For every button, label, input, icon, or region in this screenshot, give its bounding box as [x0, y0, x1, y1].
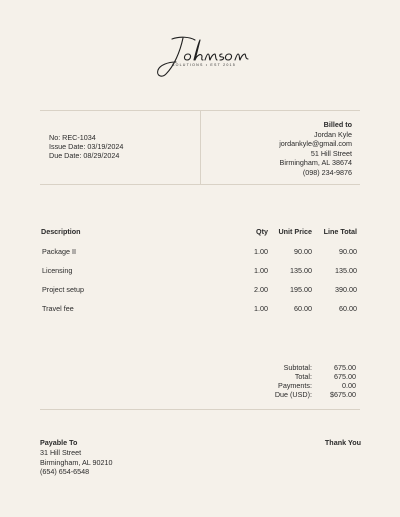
table-row	[40, 283, 360, 302]
signature-logo-icon	[150, 32, 250, 82]
item-description: Travel fee	[42, 304, 74, 313]
subtotal-value: 675.00	[334, 363, 356, 372]
item-qty: 1.00	[254, 304, 268, 313]
item-line-total: 390.00	[335, 285, 357, 294]
item-qty: 2.00	[254, 285, 268, 294]
total-value: 675.00	[334, 372, 356, 381]
payments-label: Payments:	[278, 381, 312, 390]
item-description: Licensing	[42, 266, 73, 275]
due-value: $675.00	[330, 390, 356, 399]
total-label: Total:	[294, 372, 312, 381]
table-row	[40, 264, 360, 283]
divider-footer	[40, 409, 360, 410]
thank-you-note: Thank You	[324, 438, 361, 447]
billed-to-heading: Billed to	[323, 120, 352, 129]
header-unit-price: Unit Price	[278, 227, 312, 236]
item-qty: 1.00	[254, 266, 268, 275]
header-line-total: Line Total	[323, 227, 357, 236]
header-qty: Qty	[256, 227, 268, 236]
item-description: Project setup	[42, 285, 84, 294]
billed-to-phone: (098) 234-9876	[302, 167, 352, 177]
totals-row-payments	[0, 381, 400, 390]
subtotal-label: Subtotal:	[283, 363, 312, 372]
divider-vertical	[200, 110, 201, 184]
item-line-total: 90.00	[339, 247, 357, 256]
item-qty: 1.00	[254, 247, 268, 256]
item-unit-price: 195.00	[290, 285, 312, 294]
divider-header-bottom	[40, 184, 360, 185]
item-unit-price: 135.00	[290, 266, 312, 275]
invoice-meta	[49, 133, 123, 161]
table-header-row	[40, 226, 360, 245]
item-line-total: 60.00	[339, 304, 357, 313]
table-row	[40, 245, 360, 264]
item-unit-price: 90.00	[294, 247, 312, 256]
totals-row-subtotal	[0, 363, 400, 372]
billed-to-city: Birmingham, AL 38674	[279, 158, 352, 168]
item-unit-price: 60.00	[294, 304, 312, 313]
header-description: Description	[41, 227, 81, 236]
due-label: Due (USD):	[274, 390, 312, 399]
brand-tagline: SOLUTIONS • EST 2015	[172, 63, 236, 67]
item-line-total: 135.00	[335, 266, 357, 275]
billed-to-name: Jordan Kyle	[314, 129, 352, 139]
billed-to-email[interactable]: jordankyle@gmail.com	[279, 139, 352, 149]
table-row	[40, 302, 360, 321]
item-description: Package II	[42, 247, 76, 256]
totals-row-total	[0, 372, 400, 381]
line-items-table	[40, 226, 360, 321]
payable-to-block	[40, 438, 112, 477]
payable-to-city: Birmingham, AL 90210	[40, 457, 113, 467]
billed-to-block	[279, 120, 352, 178]
payable-to-heading: Payable To	[40, 438, 78, 447]
totals-block	[0, 363, 400, 399]
totals-row-due	[0, 390, 400, 399]
brand-logo	[150, 32, 250, 82]
billed-to-street: 51 Hill Street	[310, 148, 352, 158]
due-date: Due Date: 08/29/2024	[49, 151, 120, 161]
issue-date: Issue Date: 03/19/2024	[49, 142, 124, 152]
payable-to-street: 31 Hill Street	[40, 447, 82, 457]
payments-value: 0.00	[342, 381, 356, 390]
invoice-number: No: REC-1034	[49, 133, 96, 142]
payable-to-phone: (654) 654-6548	[40, 467, 90, 477]
